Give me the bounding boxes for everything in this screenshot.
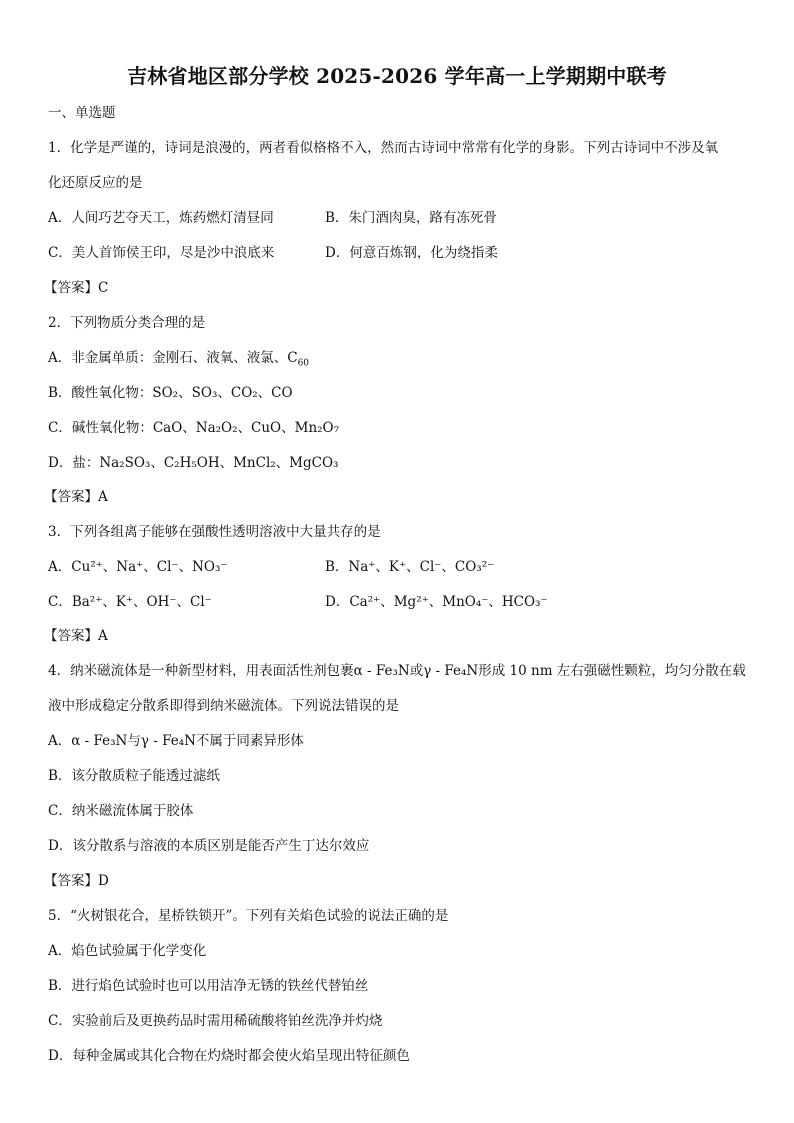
q4-stem-line2: 液中形成稳定分散系即得到纳米磁流体。下列说法错误的是 <box>48 698 399 714</box>
q2-option-a-text: A．非金属单质：金刚石、液氧、液氯、C <box>48 350 298 366</box>
q4-option-c: C．纳米磁流体属于胶体 <box>48 803 194 819</box>
q2-answer: 【答案】A <box>44 489 108 505</box>
q2-stem: 2．下列物质分类合理的是 <box>48 315 206 331</box>
q1-option-c: C．美人首饰侯王印，尽是沙中浪底来 <box>48 245 275 261</box>
q1-stem-line1: 1．化学是严谨的，诗词是浪漫的，两者看似格格不入，然而古诗词中常常有化学的身影。下列古诗词中不涉及氧 <box>48 140 719 156</box>
q2-option-a <box>48 349 309 373</box>
q3-stem: 3．下列各组离子能够在强酸性透明溶液中大量共存的是 <box>48 524 381 540</box>
q4-option-d: D．该分散系与溶液的本质区别是能否产生丁达尔效应 <box>48 838 370 854</box>
q1-answer: 【答案】C <box>44 280 109 296</box>
q3-option-a: A．Cu²⁺、Na⁺、Cl⁻、NO₃⁻ <box>48 559 228 575</box>
q1-option-b: B．朱门酒肉臭，路有冻死骨 <box>325 210 497 226</box>
q3-option-d: D．Ca²⁺、Mg²⁺、MnO₄⁻、HCO₃⁻ <box>325 594 548 610</box>
q4-option-a: A．α - Fe₃N与γ - Fe₄N不属于同素异形体 <box>48 733 304 749</box>
q2-option-c: C．碱性氧化物：CaO、Na₂O₂、CuO、Mn₂O₇ <box>48 420 340 436</box>
q5-stem: 5．“火树银花合，星桥铁锁开”。下列有关焰色试验的说法正确的是 <box>48 908 449 924</box>
q2-option-d: D．盐：Na₂SO₃、C₂H₅OH、MnCl₂、MgCO₃ <box>48 455 339 471</box>
q5-option-d: D．每种金属或其化合物在灼烧时都会使火焰呈现出特征颜色 <box>48 1048 410 1064</box>
section-heading: 一、单选题 <box>48 105 116 121</box>
q1-option-a: A．人间巧艺夺天工，炼药燃灯清昼同 <box>48 210 274 226</box>
q4-stem-line1: 4．纳米磁流体是一种新型材料，用表面活性剂包裹α - Fe₃N或γ - Fe₄N形成 10 nm 左右强磁性颗粒，均匀分散在载 <box>48 663 746 679</box>
q5-option-b: B．进行焰色试验时也可以用洁净无锈的铁丝代替铂丝 <box>48 978 369 994</box>
q2-option-a-subscript: 60 <box>297 358 310 369</box>
q5-option-c: C．实验前后及更换药品时需用稀硫酸将铂丝洗净并灼烧 <box>48 1013 383 1029</box>
q1-option-d: D．何意百炼钢，化为绕指柔 <box>325 245 498 261</box>
q3-option-c: C．Ba²⁺、K⁺、OH⁻、Cl⁻ <box>48 594 212 610</box>
q3-option-b: B．Na⁺、K⁺、Cl⁻、CO₃²⁻ <box>325 559 495 575</box>
page-title: 吉林省地区部分学校 2025-2026 学年高一上学期期中联考 <box>127 64 667 88</box>
q2-option-b: B．酸性氧化物：SO₂、SO₃、CO₂、CO <box>48 385 293 401</box>
q4-answer: 【答案】D <box>44 873 109 889</box>
q1-stem-line2: 化还原反应的是 <box>48 175 143 191</box>
q5-option-a: A．焰色试验属于化学变化 <box>48 943 207 959</box>
q3-answer: 【答案】A <box>44 628 108 644</box>
q4-option-b: B．该分散质粒子能透过滤纸 <box>48 768 220 784</box>
